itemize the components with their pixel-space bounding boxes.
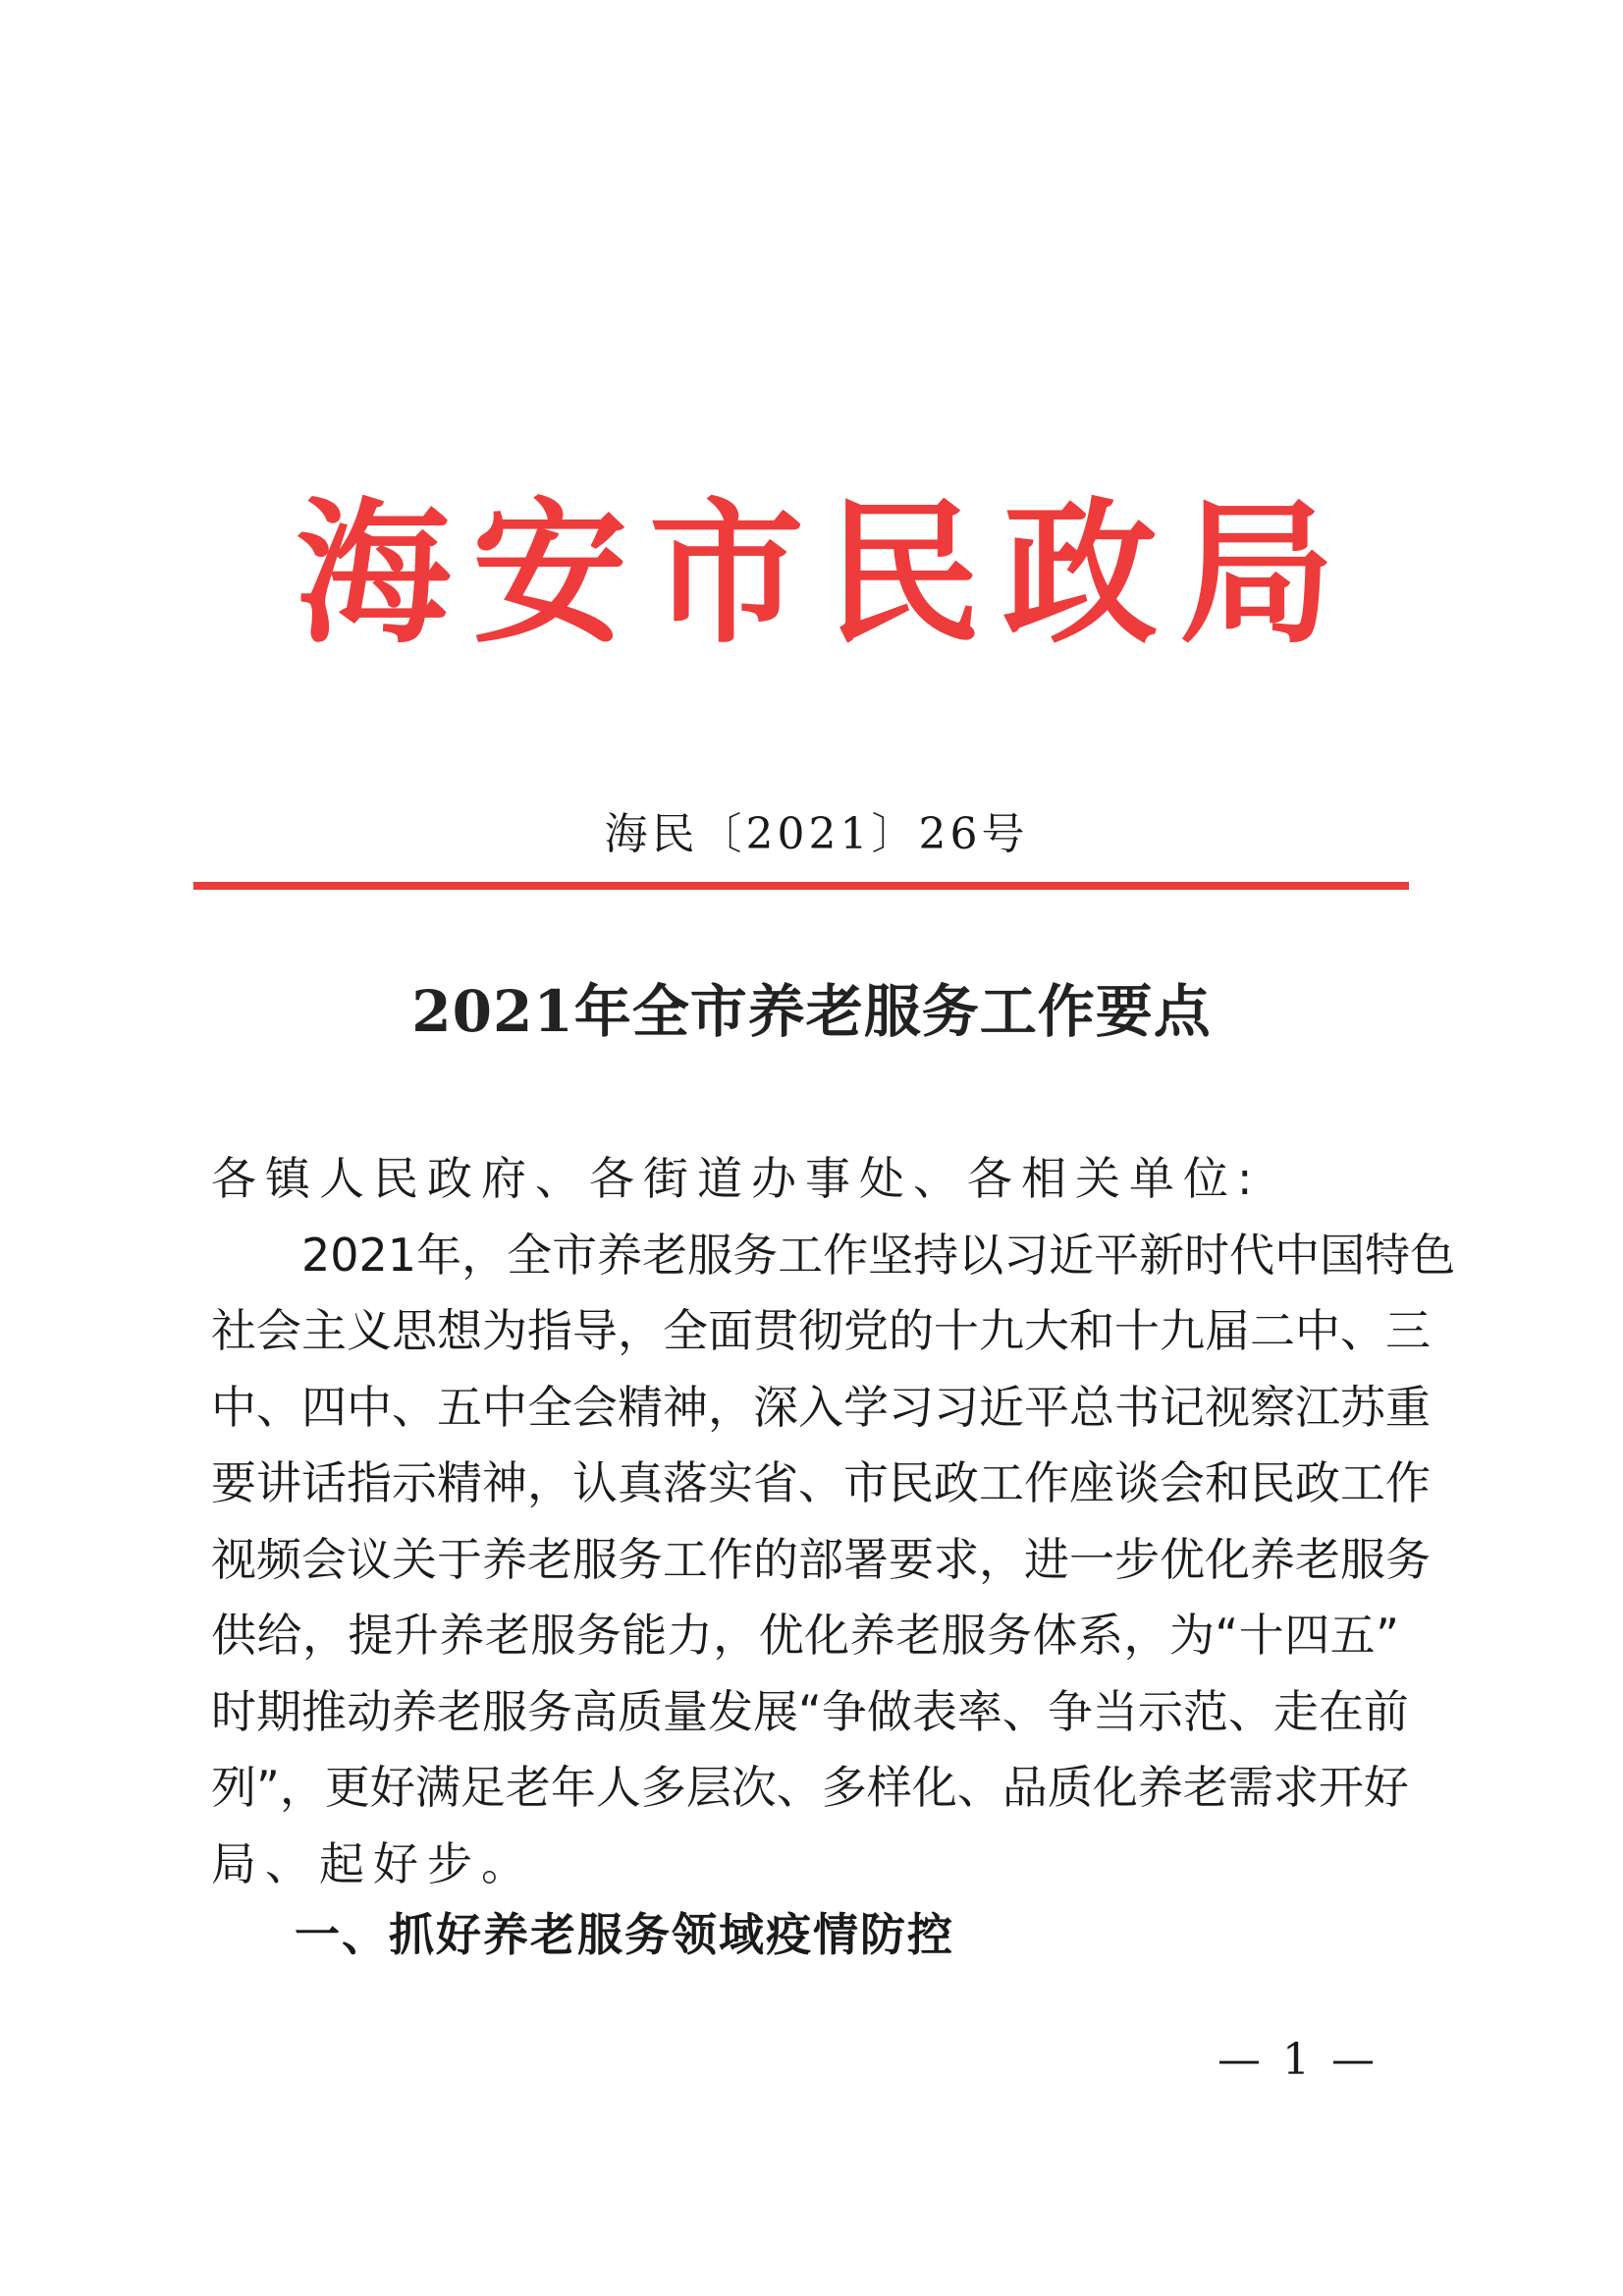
document-title: 2021年全市养老服务工作要点 [411,978,1212,1045]
body-line: 时期推动养老服务高质量发展“争做表率、争当示范、走在前 [211,1684,1409,1738]
issuer-masthead [295,483,1335,665]
body-line: 社会主义思想为指导，全面贯彻党的十九大和十九届二中、三 [211,1304,1431,1357]
masthead-char: 政 [1002,483,1158,665]
masthead-char: 局 [1179,483,1334,665]
body-line: 要讲话指示精神，认真落实省、市民政工作座谈会和民政工作 [211,1456,1431,1509]
body-line: 局、起好步。 [211,1836,535,1890]
body-line: 2021年，全市养老服务工作坚持以习近平新时代中国特色 [301,1228,1456,1282]
masthead-char: 市 [649,483,804,665]
body-line: 供给，提升养老服务能力，优化养老服务体系，为“十四五” [211,1609,1399,1662]
page-number: — 1 — [1217,2035,1379,2085]
document-body [211,1141,1456,1902]
section-heading: 一、抓好养老服务领域疫情防控 [295,1908,954,1961]
body-line: 列”，更好满足老年人多层次、多样化、品质化养老需求开好 [211,1761,1409,1814]
masthead-char: 安 [472,483,627,665]
salutation: 各镇人民政府、各街道办事处、各相关单位: [211,1152,1262,1205]
masthead-char: 民 [826,483,981,665]
document-number: 海民〔2021〕26号 [604,809,1029,859]
body-line: 中、四中、五中全会精神，深入学习习近平总书记视察江苏重 [211,1380,1431,1434]
red-divider-rule [193,882,1409,890]
body-line: 视频会议关于养老服务工作的部署要求，进一步优化养老服务 [211,1532,1431,1586]
masthead-char: 海 [296,483,451,665]
